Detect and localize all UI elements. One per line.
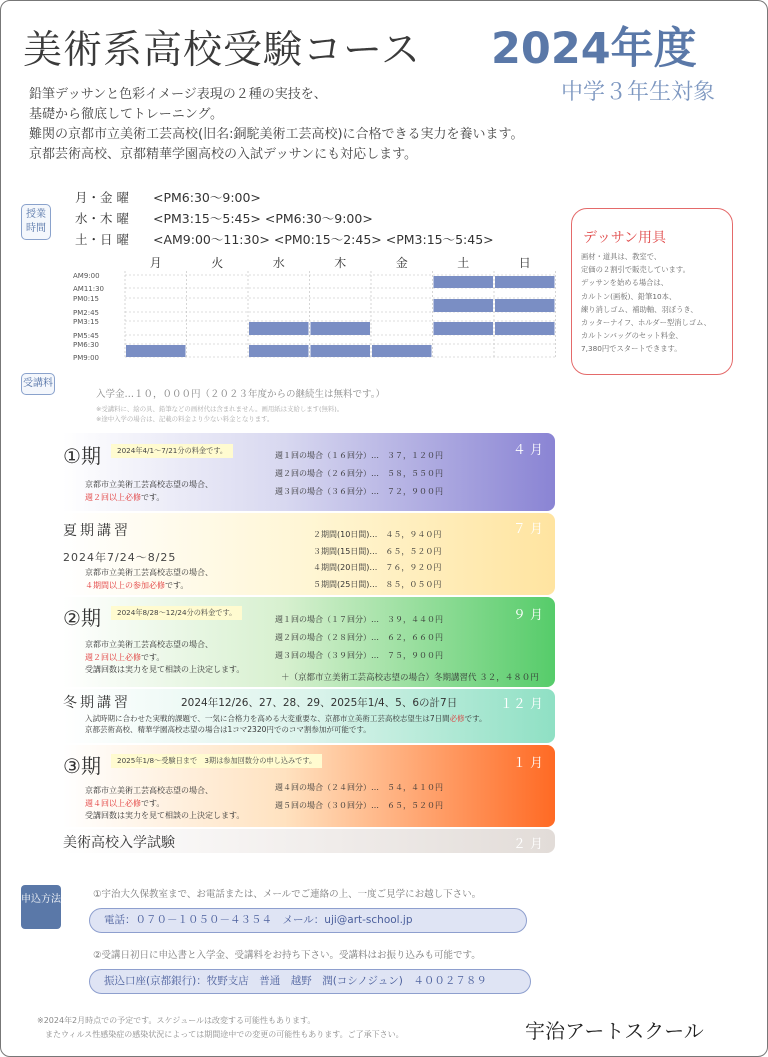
schedule-day-label: 日	[518, 256, 531, 270]
term1-requirement: 週２回以上必修	[85, 492, 141, 502]
supplies-line: 7,380円でスタートできます。	[581, 344, 682, 354]
winter-desc-a: 入試時期に合わせた実戦的課題で、一気に合格力を高める大変重要な、京都市立美術工芸高校志望生は7日間	[85, 714, 450, 723]
winter-desc	[85, 713, 487, 735]
schedule-time-label: PM0:15	[73, 295, 99, 303]
term1-band	[63, 433, 555, 511]
summer-desc-line: 京都市立美術工芸高校志望の場合、	[85, 568, 213, 577]
term2-number: ②	[63, 606, 81, 630]
intro-line: 基礎から徹底してトレーニング。	[29, 107, 223, 122]
schedule-day-label: 金	[395, 256, 408, 270]
class-days-label: 水・木 曜	[75, 211, 129, 226]
supplies-line: 画材・道具は、教室で、	[581, 252, 662, 261]
class-time-tag: 授業時間	[21, 204, 51, 240]
price-row: ２期間(10日間)… ４５，９４０円	[313, 530, 442, 539]
intro-line: 難関の京都市立美術工芸高校(旧名:銅駝美術工芸高校)に合格できる実力を養います。	[29, 127, 524, 142]
summer-band	[63, 513, 555, 595]
term1-desc-req	[85, 492, 213, 505]
schedule-time-label: PM9:00	[73, 354, 99, 362]
schedule-time-label: PM2:45	[73, 309, 99, 317]
schedule-time-label: PM3:15	[73, 318, 99, 326]
class-days-label: 月・金 曜	[75, 190, 129, 205]
summer-dates: 2024年7/24〜8/25	[63, 551, 177, 564]
year-heading: 2024年度	[491, 24, 697, 74]
supplies-text	[581, 250, 711, 356]
term2-prices	[275, 611, 443, 665]
schedule-class-slot	[495, 322, 555, 335]
summer-desc-req	[85, 580, 213, 593]
price-row: 週２回の場合（２８回分）… ６２，６６０円	[275, 633, 443, 642]
schedule-day-label: 水	[272, 256, 285, 270]
term2-winter-fee: ＋（京都市立美術工芸高校志望の場合）冬期講習代 ３２，４８０円	[281, 673, 539, 683]
price-row: ４期間(20日間)… ７６，９２０円	[313, 563, 442, 572]
schedule-time-label: AM9:00	[73, 272, 100, 280]
schedule-class-slot	[249, 322, 309, 335]
intro-line: 京都芸術高校、京都精華学園高校の入試デッサンにも対応します。	[29, 147, 418, 162]
term3-band	[63, 745, 555, 827]
price-row: ５期間(25日間)… ８５，０５０円	[313, 579, 442, 589]
term3-month: １ 月	[512, 756, 543, 771]
supplies-line: カルトン(画板)、鉛筆10本、	[581, 291, 677, 301]
schedule-class-slot	[311, 345, 371, 357]
price-row: ３期間(15日間)… ６５，５２０円	[313, 546, 442, 556]
fee-notes	[96, 404, 343, 424]
term1-requirement-tail: です。	[141, 492, 165, 502]
term1-heading	[63, 440, 101, 469]
supplies-line: 定価の２割引で販売しています。	[581, 265, 690, 275]
winter-desc-line	[85, 713, 487, 724]
term3-requirement: 週４回以上必修	[85, 798, 141, 808]
term3-desc-line: 京都市立美術工芸高校志望の場合、	[85, 786, 213, 795]
schedule-day-label: 木	[334, 256, 347, 270]
summer-requirement: ４期間以上の参加必修	[85, 580, 165, 590]
supplies-line: カッターナイフ、ホルダー型消しゴム、	[581, 318, 711, 328]
exam-month: ２ 月	[512, 837, 543, 852]
winter-title: 冬期講習	[63, 695, 131, 711]
term3-desc-req	[85, 798, 244, 811]
summer-month: ７ 月	[512, 522, 543, 537]
intro-line: 鉛筆デッサンと色彩イメージ表現の２種の実技を、	[29, 87, 327, 102]
exam-title: 美術高校入学試験	[63, 835, 175, 851]
term3-label: 期	[80, 754, 101, 778]
class-times: <AM9:00〜11:30> <PM0:15〜2:45> <PM3:15〜5:45>	[153, 232, 494, 247]
price-row: 週３回の場合（３９回分）… ７５，９００円	[275, 651, 443, 660]
schedule-class-slot	[434, 276, 494, 288]
term2-desc-req	[85, 652, 244, 665]
term3-note: 2025年1/8〜受験日まで 3期は参加回数分の申し込みです。	[111, 754, 322, 768]
term3-requirement-tail: です。	[141, 798, 165, 808]
price-row: 週２回の場合（２６回分）… ５８，５５０円	[275, 469, 443, 478]
target-grade: 中学３年生対象	[561, 80, 716, 105]
entry-fee: 入学金…１０，０００円（２０２３年度からの継続生は無料です。）	[96, 389, 385, 400]
schedule-day-label: 火	[211, 256, 224, 270]
winter-band	[63, 689, 555, 743]
footer-line: またウィルス性感染症の感染状況によっては期間途中での変更の可能性もあります。ご了承下さい。	[37, 1030, 404, 1039]
schedule-time-label: PM6:30	[73, 341, 99, 349]
footer-notes	[37, 1014, 404, 1042]
summer-desc	[85, 567, 213, 592]
price-row: 週４回の場合（２４回分）… ５４，４１０円	[275, 783, 443, 792]
weekly-schedule-grid	[73, 251, 559, 363]
term2-label: 期	[80, 606, 101, 630]
summer-title: 夏期講習	[63, 523, 131, 539]
summer-requirement-tail: です。	[165, 580, 189, 590]
apply-step2: ②受講日初日に申込書と入学金、受講料をお持ち下さい。受講料はお振り込みも可能です。	[93, 950, 481, 961]
schedule-time-label: AM11:30	[73, 285, 105, 293]
winter-desc-b: です。	[464, 714, 487, 723]
term3-desc	[85, 785, 244, 823]
schedule-class-slot	[249, 345, 309, 357]
exam-band	[63, 829, 555, 853]
class-days-label: 土・日 曜	[75, 232, 129, 247]
schedule-time-label: PM5:45	[73, 332, 99, 340]
term3-prices	[275, 779, 443, 815]
term2-requirement-tail: です。	[141, 652, 165, 662]
term2-desc-line2: 受講回数は実力を見て相談の上決定します。	[85, 665, 245, 674]
term2-band	[63, 597, 555, 687]
term3-number: ③	[63, 754, 81, 778]
term1-number: ①	[63, 444, 81, 468]
term2-month: ９ 月	[512, 608, 543, 623]
winter-dates: 2024年12/26、27、28、29、2025年1/4、5、6の計7日	[181, 697, 458, 709]
winter-desc-line2: 京都芸術高校、精華学園高校志望の場合は1コマ2320円でのコマ割参加が可能です。	[85, 725, 371, 734]
schedule-day-label: 月	[149, 256, 162, 270]
class-times: <PM6:30〜9:00>	[153, 190, 261, 205]
winter-month: １２ 月	[499, 697, 543, 712]
term1-month: ４ 月	[512, 443, 543, 458]
schedule-class-slot	[126, 345, 186, 357]
summer-prices	[313, 527, 441, 593]
schedule-day-label: 土	[457, 256, 470, 270]
page-title: 美術系高校受験コース	[23, 28, 422, 73]
fee-note: ※途中入学の場合は、記載の料金より少ない料金となります。	[96, 415, 274, 423]
schedule-class-slot	[434, 322, 494, 335]
term2-desc-line: 京都市立美術工芸高校志望の場合、	[85, 640, 213, 649]
class-day-row	[75, 187, 494, 208]
intro-text	[29, 85, 523, 165]
term1-prices	[275, 447, 443, 501]
winter-requirement: 必修	[449, 714, 465, 723]
fee-note: ※受講料に、絵の具、鉛筆などの画材代は含まれません。画用紙は支給します(無料)。	[96, 405, 344, 413]
fee-tag: 受講料	[21, 373, 55, 395]
class-days	[75, 187, 494, 250]
price-row: 週１回の場合（１６回分）… ３７，１２０円	[275, 451, 443, 460]
apply-step1: ①宇治大久保教室まで、お電話または、メールでご連絡の上、一度ご見学にお越し下さい。	[93, 889, 482, 900]
price-row: 週３回の場合（３６回分）… ７２，９００円	[275, 487, 443, 496]
term2-note: 2024年8/28〜12/24分の料金です。	[111, 606, 242, 620]
term2-requirement: 週２回以上必修	[85, 652, 141, 662]
term1-desc-line: 京都市立美術工芸高校志望の場合、	[85, 480, 213, 489]
term1-note: 2024年4/1〜7/21分の料金です。	[111, 444, 233, 458]
schedule-class-slot	[372, 345, 432, 357]
school-name: 宇治アートスクール	[525, 1019, 704, 1043]
schedule-class-slot	[311, 322, 371, 335]
class-day-row	[75, 208, 494, 229]
term2-heading	[63, 602, 101, 631]
contact-pill[interactable]: 電話：０７０－１０５０－４３５４ メール：uji@art-school.jp	[89, 908, 527, 933]
price-row: 週５回の場合（３０回分）… ６５，５２０円	[275, 801, 443, 810]
footer-line: ※2024年2月時点での予定です。スケジュールは改変する可能性もあります。	[37, 1016, 316, 1025]
term1-desc	[85, 479, 213, 504]
schedule-class-slot	[434, 299, 494, 312]
class-times: <PM3:15〜5:45> <PM6:30〜9:00>	[153, 211, 373, 226]
apply-tag: 申込方法	[21, 885, 61, 929]
supplies-line: デッサンを始める場合は、	[581, 278, 669, 288]
bank-account-pill: 振込口座(京都銀行)：牧野支店 普通 越野 潤(コシノジュン) ４００２７８９	[89, 969, 531, 994]
term3-desc-line2: 受講回数は実力を見て相談の上決定します。	[85, 811, 245, 820]
term1-label: 期	[80, 444, 101, 468]
term3-heading	[63, 750, 101, 779]
schedule-class-slot	[495, 276, 555, 288]
class-day-row	[75, 229, 494, 250]
schedule-class-slot	[495, 299, 555, 312]
supplies-title: デッサン用具	[583, 230, 667, 246]
supplies-line: カルトンバッグのセット料金、	[581, 331, 683, 341]
supplies-line: 練り消しゴム、補助軸、羽ぼうき、	[581, 304, 698, 314]
price-row: 週１回の場合（１７回分）… ３９，４４０円	[275, 615, 443, 624]
term2-desc	[85, 639, 244, 677]
